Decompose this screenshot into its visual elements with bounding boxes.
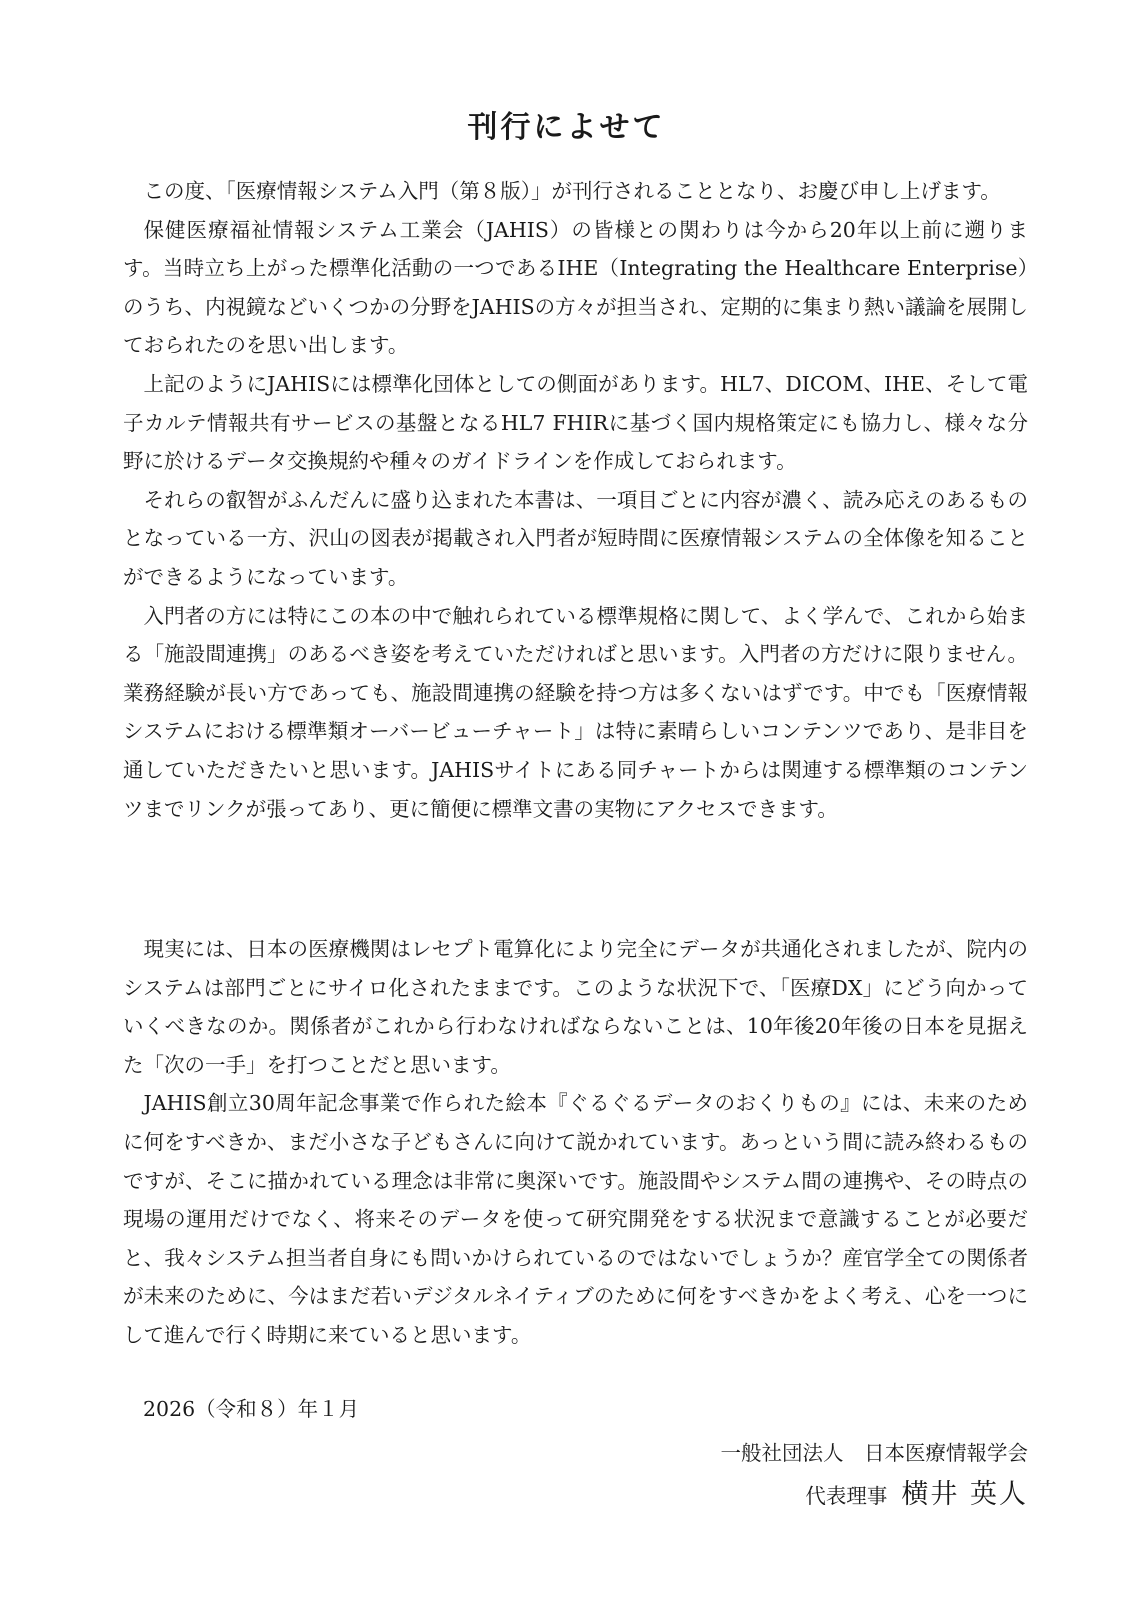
- paragraph: 現実には、日本の医療機関はレセプト電算化により完全にデータが共通化されましたが、院内のシステムは部門ごとにサイロ化されたままです。このような状況下で、「医療DX」にどう向かっていくべきなのか。関係者がこれから行わなければならないことは、10年後20年後の日本を見据えた「次の一手」を打つことだと思います。: [123, 937, 1028, 1077]
- paragraph: 上記のようにJAHISには標準化団体としての側面があります。HL7、DICOM、IHE、そして電子カルテ情報共有サービスの基盤となるHL7 FHIRに基づく国内規格策定にも協力し、様々な分野に於けるデータ交換規約や種々のガイドラインを作成しておられます。: [123, 371, 1028, 474]
- page-title: 刊行によせて: [467, 110, 666, 146]
- signature-name: 横井 英人: [901, 1479, 1028, 1510]
- body-section-1: [123, 172, 1028, 828]
- signature-role: 代表理事: [805, 1484, 888, 1508]
- paragraph: JAHIS創立30周年記念事業で作られた絵本『ぐるぐるデータのおくりもの』には、未来のために何をすべきか、まだ小さな子どもさんに向けて説かれています。あっという間に読み終わるものですが、そこに描かれている理念は非常に奥深いです。施設間やシステム間の連携や、その時点の現場の運用だけでなく、将来そのデータを使って研究開発をする状況まで意識することが必要だと、我々システム担当者自身にも問いかけられているのではないでしょうか？産官学全ての関係者が未来のために、今はまだ若いデジタルネイティブのために何をすべきかをよく考え、心を一つにして進んで行く時期に来ていると思います。: [123, 1091, 1028, 1347]
- paragraph: 保健医療福祉情報システム工業会（JAHIS）の皆様との関わりは今から20年以上前に遡ります。当時立ち上がった標準化活動の一つであるIHE（Integrating the Healthcare Enterprise）のうち、内視鏡などいくつかの分野をJAHISの方々が担当され、定期的に集まり熱い議論を展開しておられたのを思い出します。: [123, 217, 1028, 358]
- publication-date: 2026（令和８）年１月: [143, 1397, 360, 1421]
- signature-line: [805, 1475, 1028, 1518]
- body-section-2: [123, 930, 1028, 1355]
- paragraph: 入門者の方には特にこの本の中で触れられている標準規格に関して、よく学んで、これから始まる「施設間連携」のあるべき姿を考えていただければと思います。入門者の方だけに限りません。業務経験が長い方であっても、施設間連携の経験を持つ方は多くないはずです。中でも「医療情報システムにおける標準類オーバービューチャート」は特に素晴らしいコンテンツであり、是非目を通していただきたいと思います。JAHISサイトにある同チャートからは関連する標準類のコンテンツまでリンクが張ってあり、更に簡便に標準文書の実物にアクセスできます。: [123, 603, 1028, 821]
- paragraph: この度、「医療情報システム入門（第８版）」が刊行されることとなり、お慶び申し上げます。: [143, 179, 1001, 203]
- paragraph: それらの叡智がふんだんに盛り込まれた本書は、一項目ごとに内容が濃く、読み応えのあるものとなっている一方、沢山の図表が掲載され入門者が短時間に医療情報システムの全体像を知ることができるようになっています。: [123, 487, 1028, 589]
- signature-organization: 一般社団法人 日本医療情報学会: [720, 1441, 1028, 1465]
